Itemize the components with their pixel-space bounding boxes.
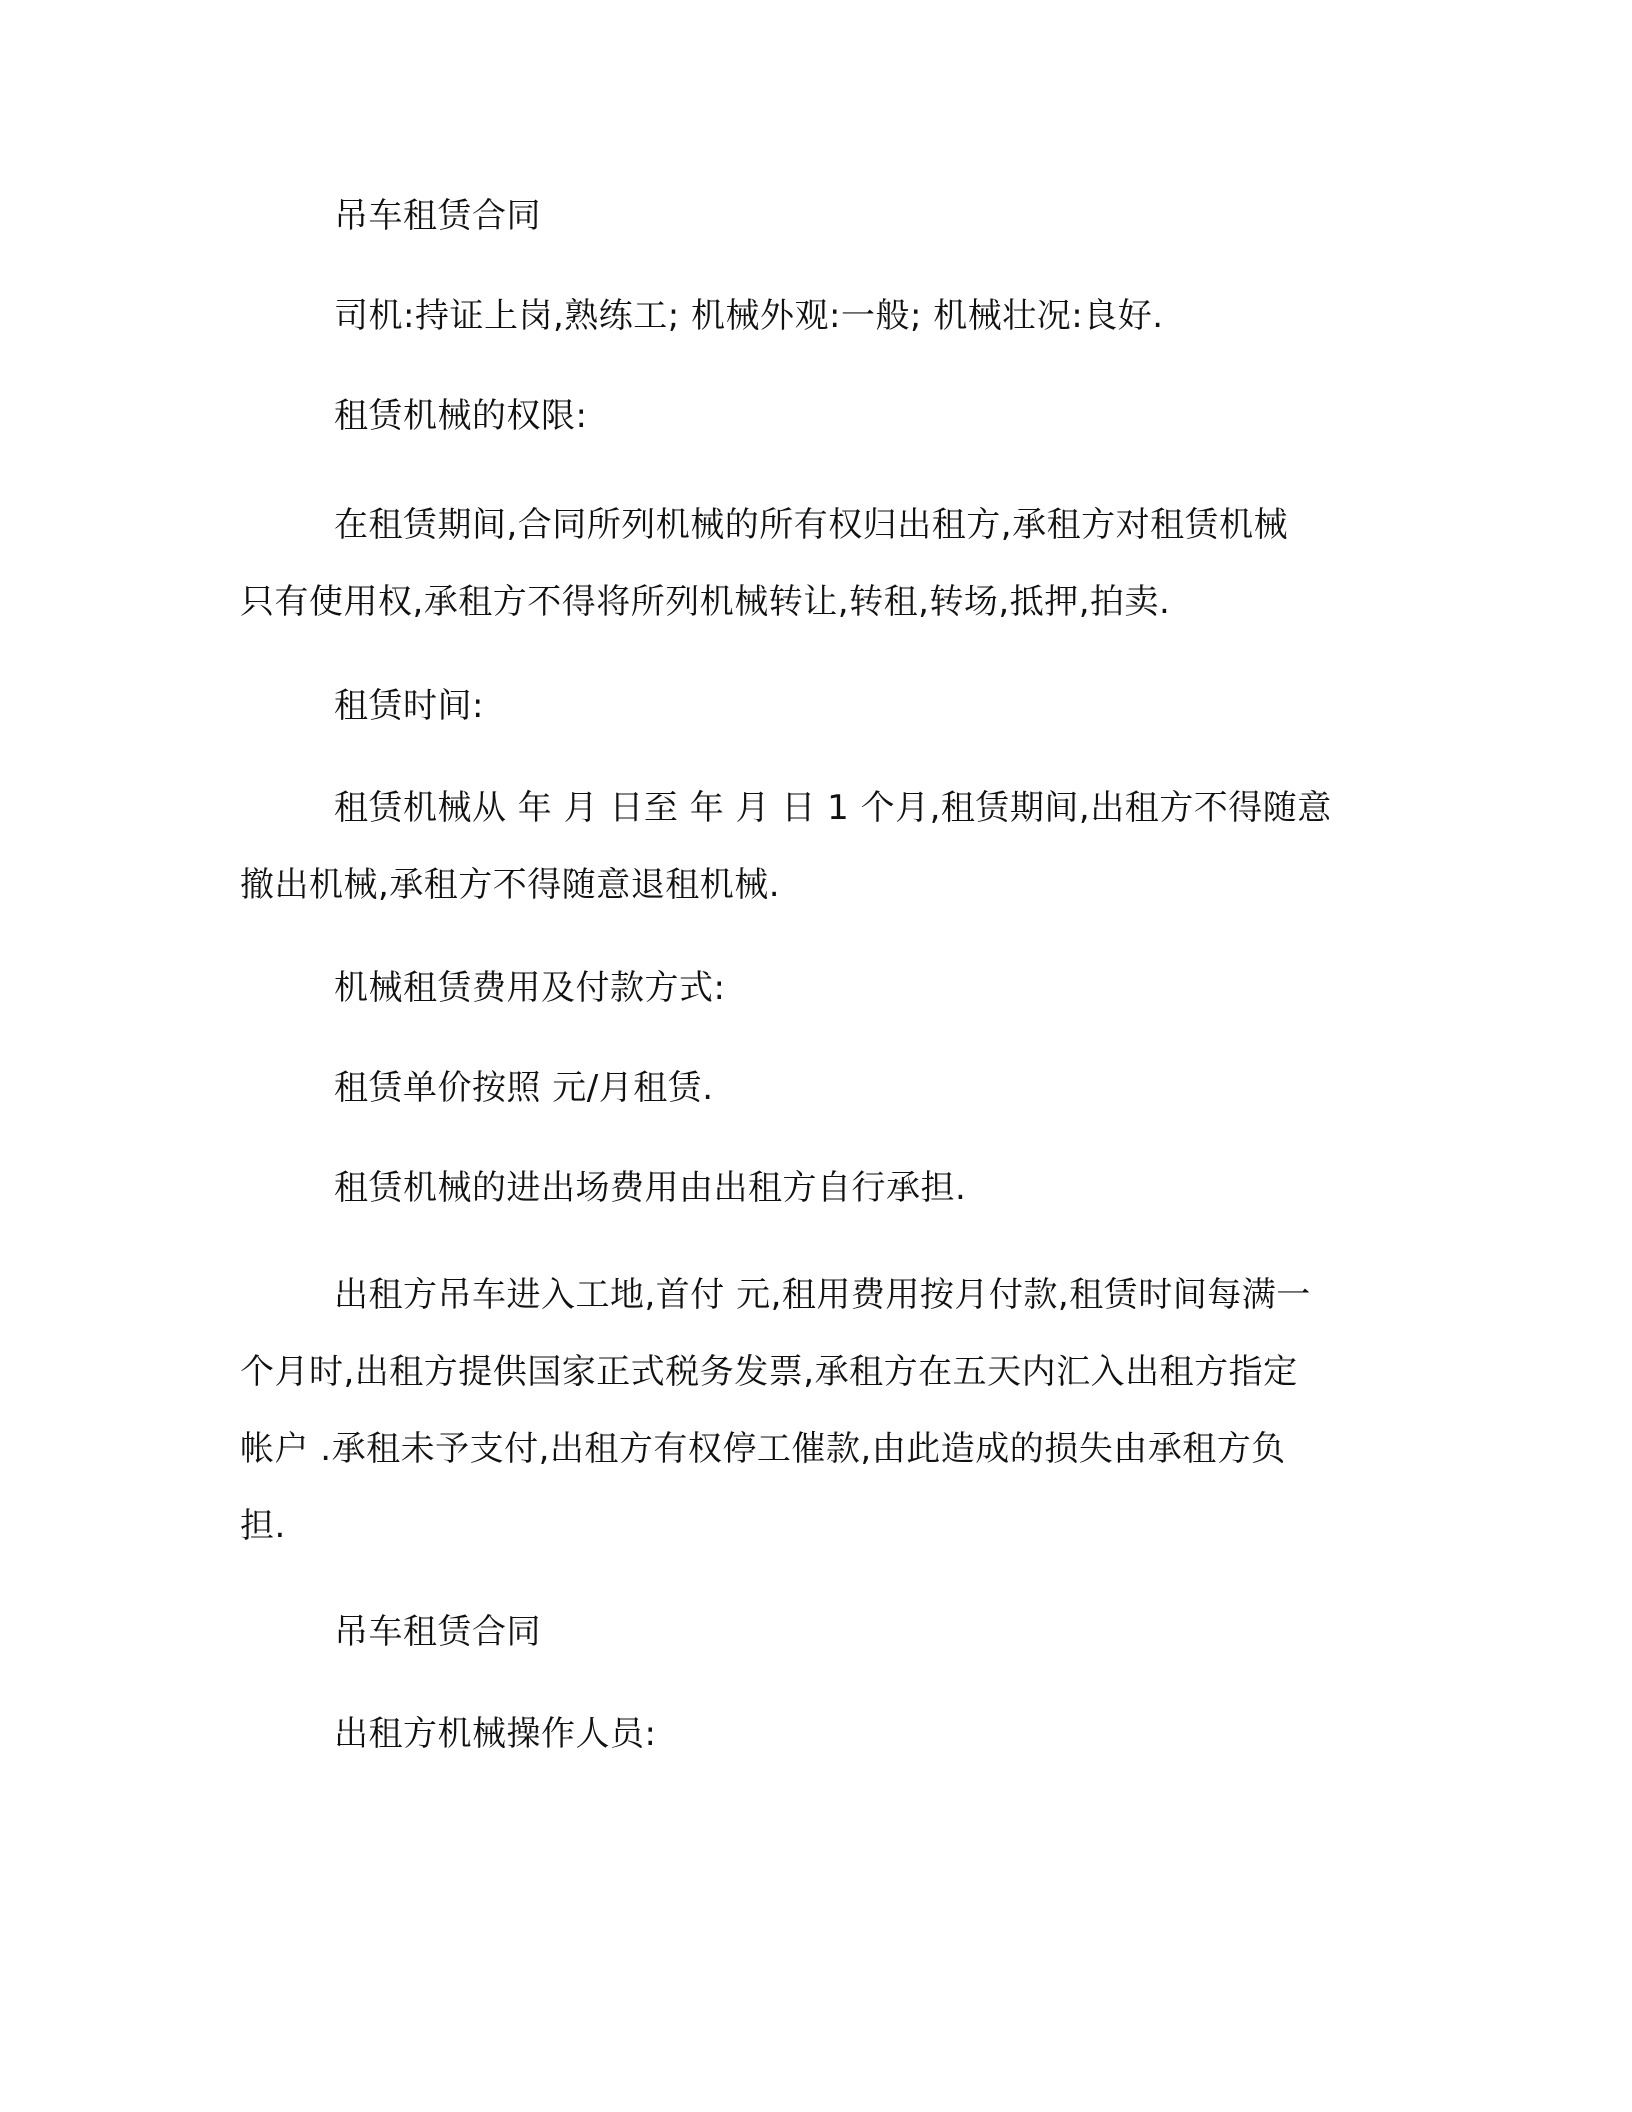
- paragraph-line: 在租赁期间,合同所列机械的所有权归出租方,承租方对租赁机械: [334, 505, 1289, 545]
- heading-rental-rights: [240, 378, 1400, 455]
- paragraph-line: 担.: [240, 1506, 286, 1546]
- paragraph-line: 租赁时间:: [334, 686, 484, 726]
- paragraph-line: 吊车租赁合同: [334, 196, 541, 236]
- paragraph-line: 帐户 .承租未予支付,出租方有权停工催款,由此造成的损失由承租方负: [240, 1429, 1286, 1469]
- paragraph-line: 司机:持证上岗,熟练工; 机械外观:一般; 机械壮况:良好.: [334, 296, 1164, 336]
- paragraph-rental-rights: [240, 487, 1400, 641]
- paragraph-title: [240, 178, 1400, 255]
- paragraph-line: 租赁机械的权限:: [334, 396, 588, 436]
- paragraph-line: 个月时,出租方提供国家正式税务发票,承租方在五天内汇入出租方指定: [240, 1352, 1298, 1392]
- heading-operators: [240, 1696, 1400, 1773]
- paragraph-transport-fee: [240, 1150, 1400, 1227]
- paragraph-line: 租赁机械从 年 月 日至 年 月 日 1 个月,租赁期间,出租方不得随意: [334, 788, 1332, 828]
- heading-rental-time: [240, 668, 1400, 745]
- paragraph-line: 租赁单价按照 元/月租赁.: [334, 1068, 714, 1108]
- paragraph-line: 只有使用权,承租方不得将所列机械转让,转租,转场,抵押,拍卖.: [240, 582, 1171, 622]
- paragraph-line: 出租方吊车进入工地,首付 元,租用费用按月付款,租赁时间每满一: [334, 1275, 1311, 1315]
- paragraph-payment-terms: [240, 1257, 1400, 1565]
- heading-fees-payment: [240, 950, 1400, 1027]
- paragraph-title-repeat: [240, 1594, 1400, 1671]
- paragraph-rental-time: [240, 770, 1400, 924]
- paragraph-line: 出租方机械操作人员:: [334, 1714, 657, 1754]
- paragraph-line: 撤出机械,承租方不得随意退租机械.: [240, 865, 781, 905]
- paragraph-line: 租赁机械的进出场费用由出租方自行承担.: [334, 1168, 967, 1208]
- paragraph-line: 机械租赁费用及付款方式:: [334, 968, 726, 1008]
- paragraph-line: 吊车租赁合同: [334, 1612, 541, 1652]
- paragraph-unit-price: [240, 1050, 1400, 1127]
- paragraph-driver-condition: [240, 278, 1400, 355]
